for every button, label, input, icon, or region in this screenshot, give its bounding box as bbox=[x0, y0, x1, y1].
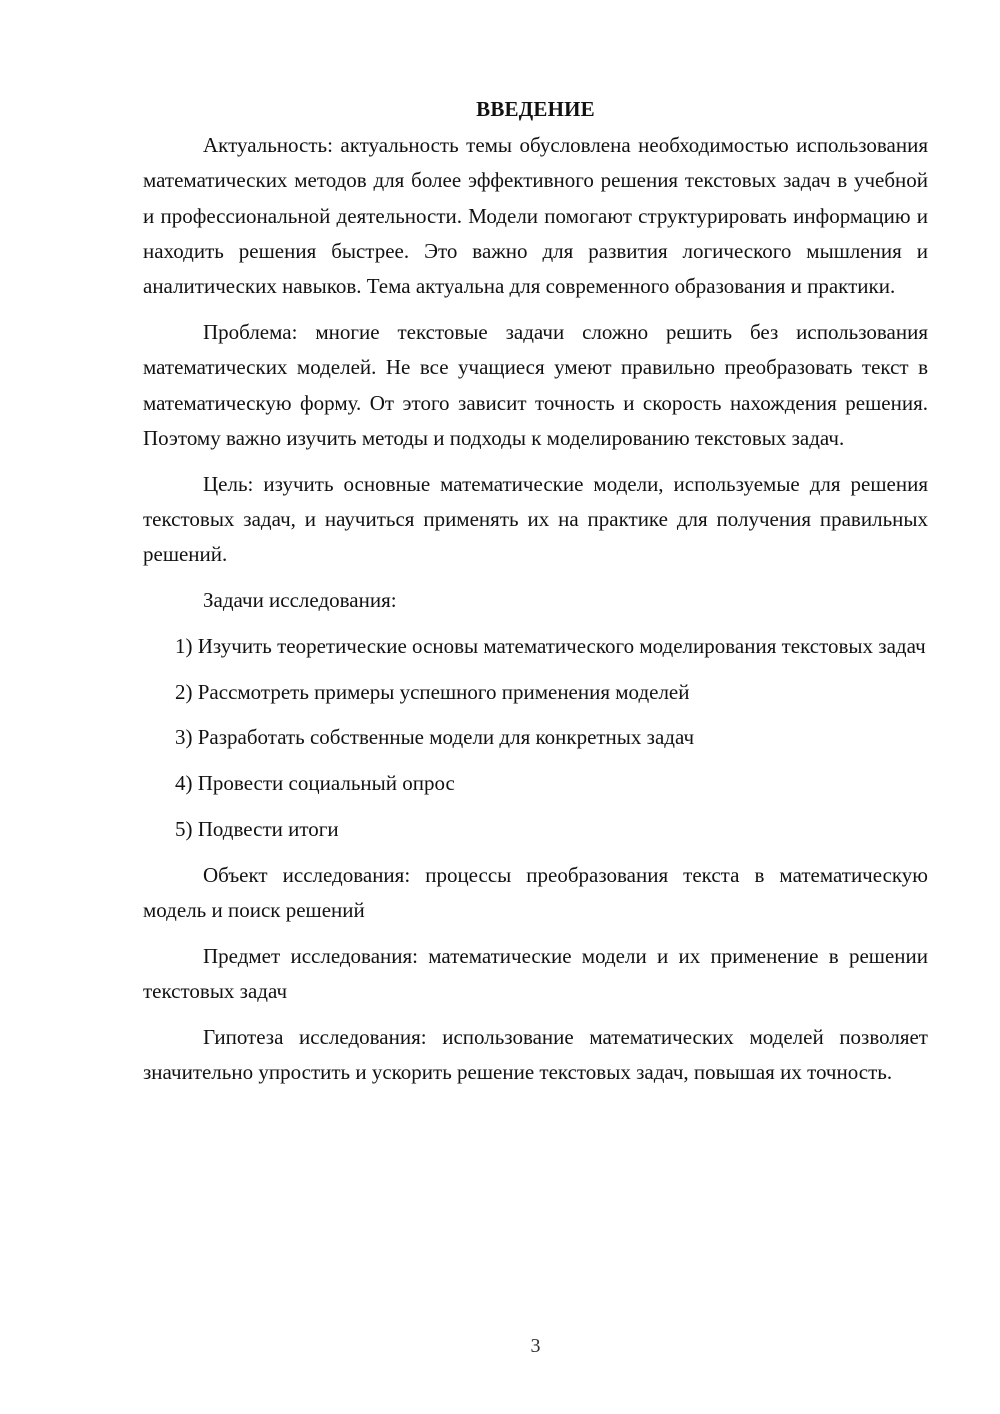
task-list-item-5: 5) Подвести итоги bbox=[175, 817, 339, 842]
paragraph-subject: Предмет исследования: математические модели и их применение в решении текстовых задач bbox=[143, 943, 928, 1004]
section-heading: ВВЕДЕНИЕ bbox=[476, 97, 595, 121]
paragraph-problem: Проблема: многие текстовые задачи сложно решить без использования математических моделей. Не все учащиеся умеют правильно преобразовать текст в математическую форму. От этого зависит точность и скорость нахождения решения. Поэтому важно изучить методы и подходы к моделированию текстовых задач. bbox=[143, 319, 928, 450]
paragraph-object: Объект исследования: процессы преобразования текста в математическую модель и поиск решений bbox=[143, 862, 928, 923]
tasks-title: Задачи исследования: bbox=[203, 588, 397, 613]
task-list-item-2: 2) Рассмотреть примеры успешного применения моделей bbox=[175, 679, 690, 704]
paragraph-relevance: Актуальность: актуальность темы обусловлена необходимостью использования математических методов для более эффективного решения текстовых задач в учебной и профессиональной деятельности. Модели помогают структурировать информацию и находить решения быстрее. Это важно для развития логического мышления и аналитических навыков. Тема актуальна для современного образования и практики. bbox=[143, 133, 928, 299]
page-number: 3 bbox=[530, 1335, 541, 1357]
task-list-item-4: 4) Провести социальный опрос bbox=[175, 771, 455, 796]
task-list-item-1: 1) Изучить теоретические основы математического моделирования текстовых задач bbox=[175, 633, 926, 658]
document-page bbox=[143, 92, 928, 1101]
task-list-item-3: 3) Разработать собственные модели для конкретных задач bbox=[175, 725, 695, 750]
paragraph-goal: Цель: изучить основные математические модели, используемые для решения текстовых задач, и научиться применять их на практике для получения правильных решений. bbox=[143, 471, 928, 567]
paragraph-hypothesis: Гипотеза исследования: использование математических моделей позволяет значительно упростить и ускорить решение текстовых задач, повышая их точность. bbox=[143, 1025, 928, 1085]
